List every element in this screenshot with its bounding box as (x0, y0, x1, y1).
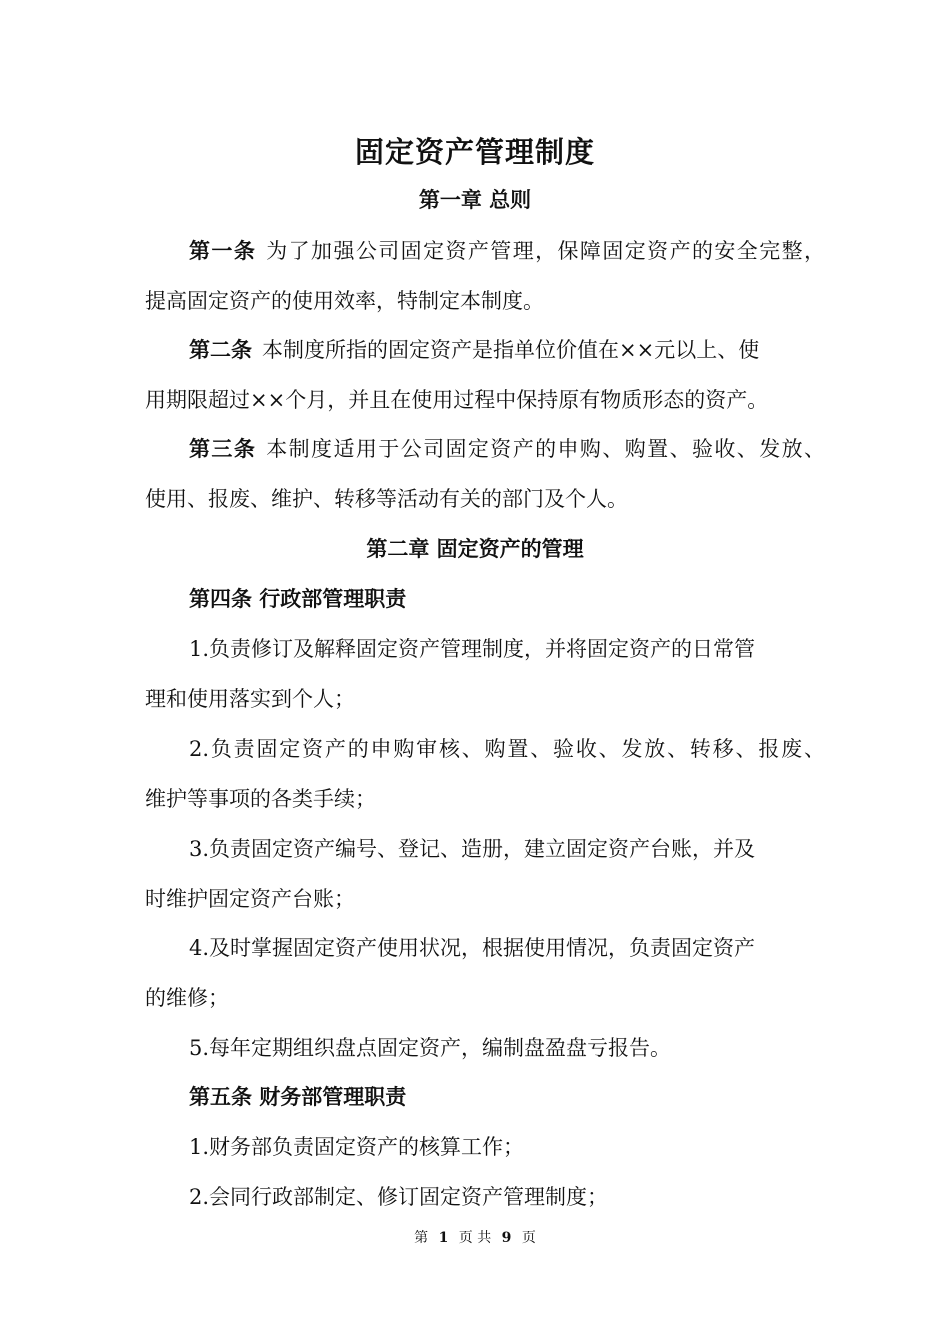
article-1-line-2: 提高固定资产的使用效率，特制定本制度。 (145, 289, 544, 313)
article-2-line-1 (189, 334, 869, 366)
footer-total-pages: 9 (501, 1230, 512, 1246)
article-5-item-1-line-1: 1.财务部负责固定资产的核算工作； (189, 1135, 525, 1159)
article-2-text-1: 本制度所指的固定资产是指单位价值在××元以上、使 (262, 338, 760, 362)
article-4-item-1-line-1: 1.负责修订及解释固定资产管理制度，并将固定资产的日常管 (189, 637, 756, 661)
article-4-item-4-line-1: 4.及时掌握固定资产使用状况，根据使用情况，负责固定资产 (189, 936, 756, 960)
article-3-text-1: 本制度适用于公司固定资产的申购、购置、验收、发放、 (266, 437, 826, 461)
article-3-line-2: 使用、报废、维护、转移等活动有关的部门及个人。 (145, 487, 628, 511)
article-1-label: 第一条 (189, 238, 257, 263)
article-3-label: 第三条 (189, 436, 257, 461)
document-title: 固定资产管理制度 (354, 135, 595, 169)
article-4-heading: 第四条 行政部管理职责 (189, 586, 407, 611)
chapter-heading-2: 第二章 固定资产的管理 (366, 536, 584, 561)
article-4-item-1-line-2: 理和使用落实到个人； (145, 687, 355, 711)
article-4-item-3-line-2: 时维护固定资产台账； (145, 887, 355, 911)
footer-suffix: 页 (521, 1230, 536, 1246)
article-4-item-2-line-2: 维护等事项的各类手续； (145, 787, 376, 811)
article-4-item-5-line-1: 5.每年定期组织盘点固定资产，编制盘盈盘亏报告。 (189, 1036, 672, 1060)
article-1-text-1: 为了加强公司固定资产管理，保障固定资产的安全完整， (266, 239, 826, 263)
article-5-item-2-line-1: 2.会同行政部制定、修订固定资产管理制度； (189, 1185, 609, 1209)
article-4-item-4-line-2: 的维修； (145, 986, 229, 1010)
chapter-heading-1: 第一章 总则 (418, 187, 532, 212)
footer-prefix: 第 (414, 1230, 429, 1246)
article-5-heading: 第五条 财务部管理职责 (189, 1084, 407, 1109)
article-1-line-1 (189, 235, 825, 267)
article-2-label: 第二条 (189, 337, 252, 362)
article-4-item-2-line-1: 2.负责固定资产的申购审核、购置、验收、发放、转移、报废、 (189, 737, 825, 761)
article-2-line-2: 用期限超过××个月，并且在使用过程中保持原有物质形态的资产。 (145, 388, 769, 412)
footer-middle: 页 共 (458, 1230, 492, 1246)
page-footer (0, 1228, 950, 1248)
article-4-item-3-line-1: 3.负责固定资产编号、登记、造册，建立固定资产台账，并及 (189, 837, 756, 861)
footer-page-number: 1 (438, 1230, 449, 1246)
article-3-line-1 (189, 433, 825, 465)
